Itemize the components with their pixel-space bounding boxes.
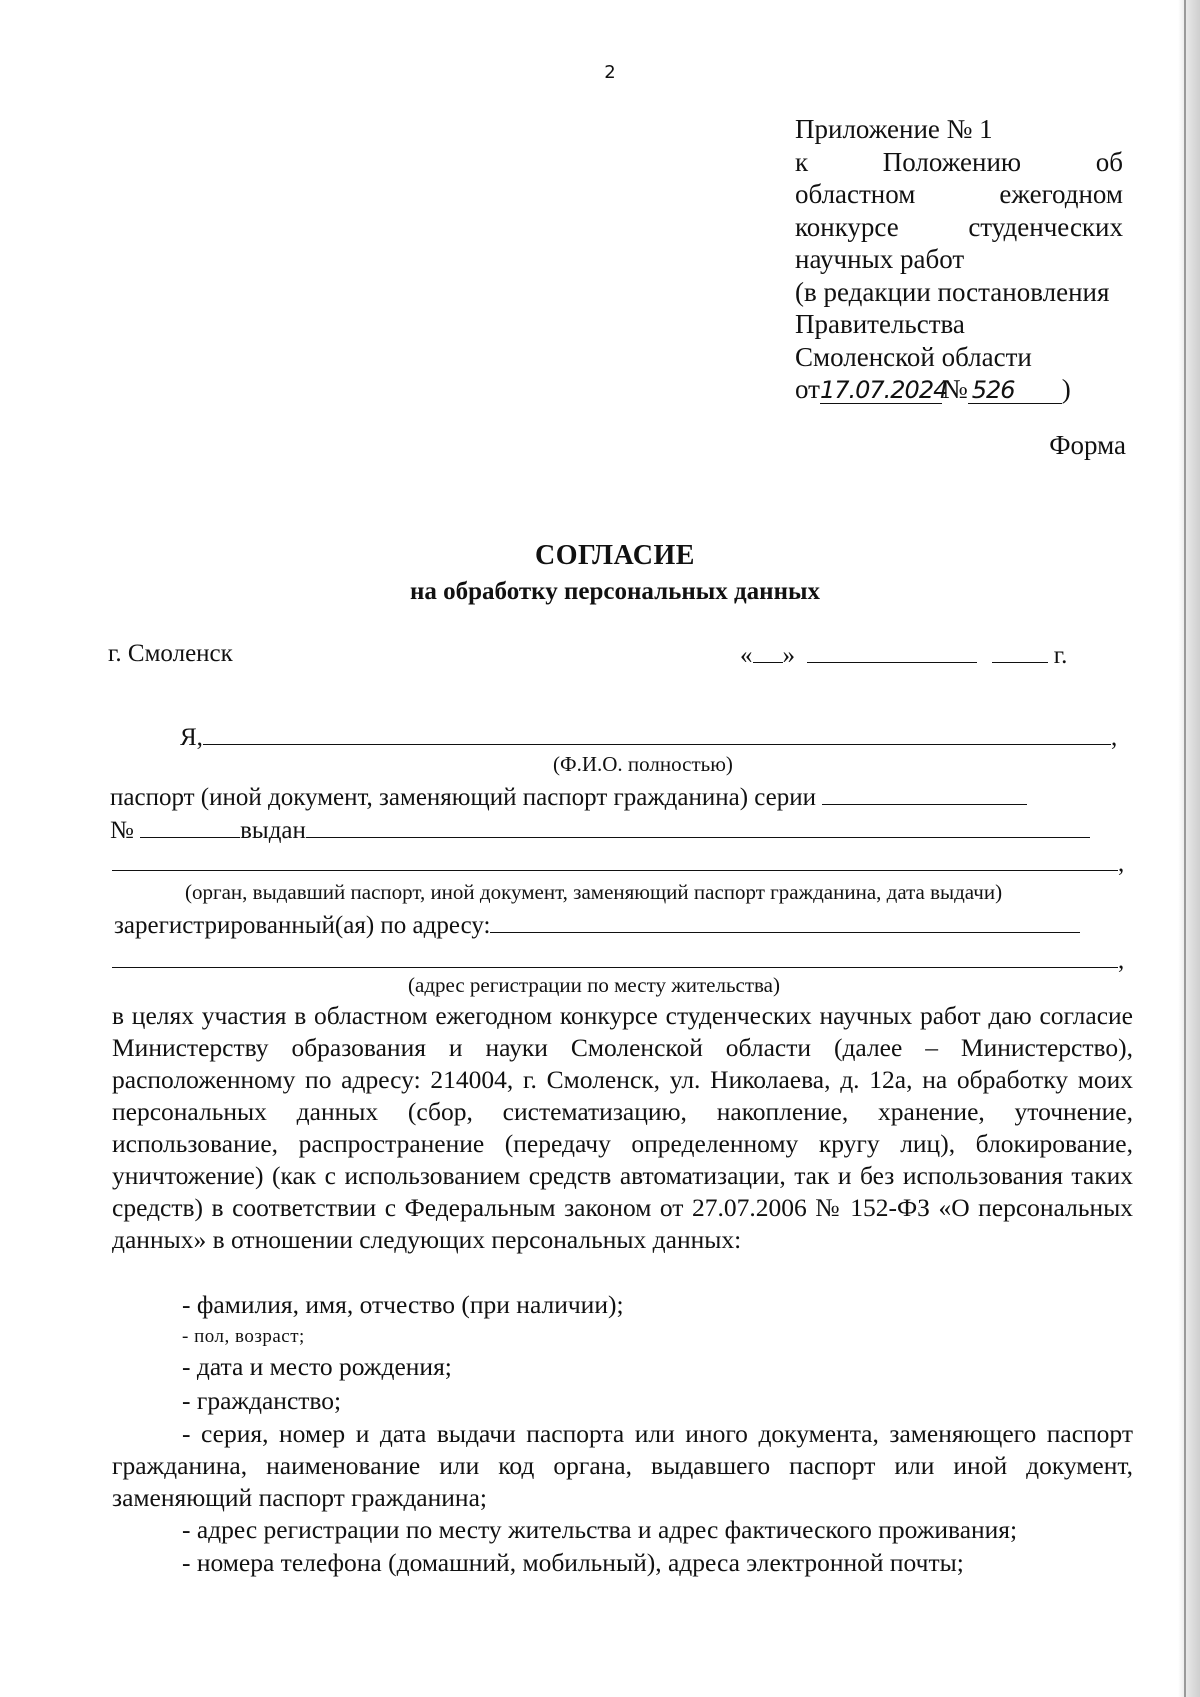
list-item: - фамилия, имя, отчество (при наличии); bbox=[182, 1290, 624, 1319]
page-number: 2 bbox=[604, 62, 616, 83]
day-blank bbox=[753, 640, 783, 663]
document-title: СОГЛАСИЕ bbox=[535, 540, 695, 571]
handwritten-number: 526 bbox=[968, 377, 1062, 404]
list-item: - пол, возраст; bbox=[182, 1326, 305, 1347]
appendix-line-6: (в редакции постановления bbox=[795, 276, 1110, 307]
appendix-line-1: Приложение № 1 bbox=[795, 114, 993, 144]
address-caption: (адрес регистрации по месту жительства) bbox=[408, 973, 780, 997]
list-item: - гражданство; bbox=[182, 1386, 342, 1415]
passport-line: паспорт (иной документ, заменяющий паспорт гражданина) серии bbox=[110, 782, 1027, 812]
year-blank bbox=[992, 640, 1048, 663]
scan-page-edge-line bbox=[1184, 0, 1186, 1697]
appendix-line-7: Правительства bbox=[795, 309, 965, 339]
passport-series-blank bbox=[822, 782, 1027, 805]
fio-caption: (Ф.И.О. полностью) bbox=[553, 752, 733, 776]
appendix-date-line: от17.07.2024№ 526 ) bbox=[795, 374, 1071, 404]
issuer-blank bbox=[112, 848, 1118, 871]
appendix-line-8: Смоленской области bbox=[795, 341, 1032, 372]
registered-address-blank bbox=[490, 910, 1080, 933]
address-blank bbox=[112, 945, 1118, 968]
scan-page-edge bbox=[1178, 0, 1200, 1697]
registered-line: зарегистрированный(ая) по адресу: bbox=[114, 910, 1080, 940]
list-item: - адрес регистрации по месту жительства и адрес фактического проживания; bbox=[182, 1515, 1018, 1544]
appendix-line-4: конкурсе студенческих bbox=[795, 211, 1123, 242]
appendix-line-3: областном ежегодном bbox=[795, 179, 1123, 209]
appendix-line-5: научных работ bbox=[795, 244, 965, 274]
list-item: - серия, номер и дата выдачи паспорта или иного документа, заменяющего паспорт гражданина, наименование или код органа, выдавшего паспорт или иной документ, заменяющий паспорт гражданина; bbox=[112, 1419, 1133, 1512]
form-label: Форма bbox=[1049, 430, 1126, 460]
issued-by-blank bbox=[306, 815, 1090, 838]
date-fill-line: « » г. bbox=[740, 642, 1068, 669]
consent-paragraph: в целях участия в областном ежегодном конкурсе студенческих научных работ даю согласие Министерству образования и науки Смоленской области (далее – Министерство), расположенному по адресу: 214004, г. Смоленск, ул. Николаева, д. 12а, на обработку моих персональных данных (сбор, систематизацию, накопление, хранение, уточнение, использование, распространение (передачу определенному кругу лиц), блокирование, уничтожение) (как с использованием средств автоматизации, так и без использования таких средств) в соответствии с Федеральным законом от 27.07.2006 № 152-ФЗ «О персональных данных» в отношении следующих персональных данных: bbox=[112, 1001, 1133, 1254]
list-item: - дата и место рождения; bbox=[182, 1352, 452, 1381]
address-continuation-line: , bbox=[112, 945, 1124, 975]
month-blank bbox=[807, 640, 977, 663]
list-item: - номера телефона (домашний, мобильный), адреса электронной почты; bbox=[182, 1548, 964, 1577]
appendix-line-2: к Положению об bbox=[795, 146, 1123, 177]
city-label: г. Смоленск bbox=[108, 640, 233, 667]
passport-number-blank bbox=[140, 815, 240, 838]
issuer-caption: (орган, выдавший паспорт, иной документ, заменяющий паспорт гражданина, дата выдачи) bbox=[185, 880, 1003, 904]
document-subtitle: на обработку персональных данных bbox=[410, 578, 820, 605]
handwritten-date: 17.07.2024 bbox=[819, 376, 948, 404]
fio-blank bbox=[203, 722, 1111, 745]
issuer-continuation-line: , bbox=[112, 848, 1124, 878]
passport-number-line: № выдан bbox=[110, 815, 1090, 845]
appendix-block bbox=[795, 113, 1123, 406]
fio-line: Я, , bbox=[180, 724, 1118, 751]
